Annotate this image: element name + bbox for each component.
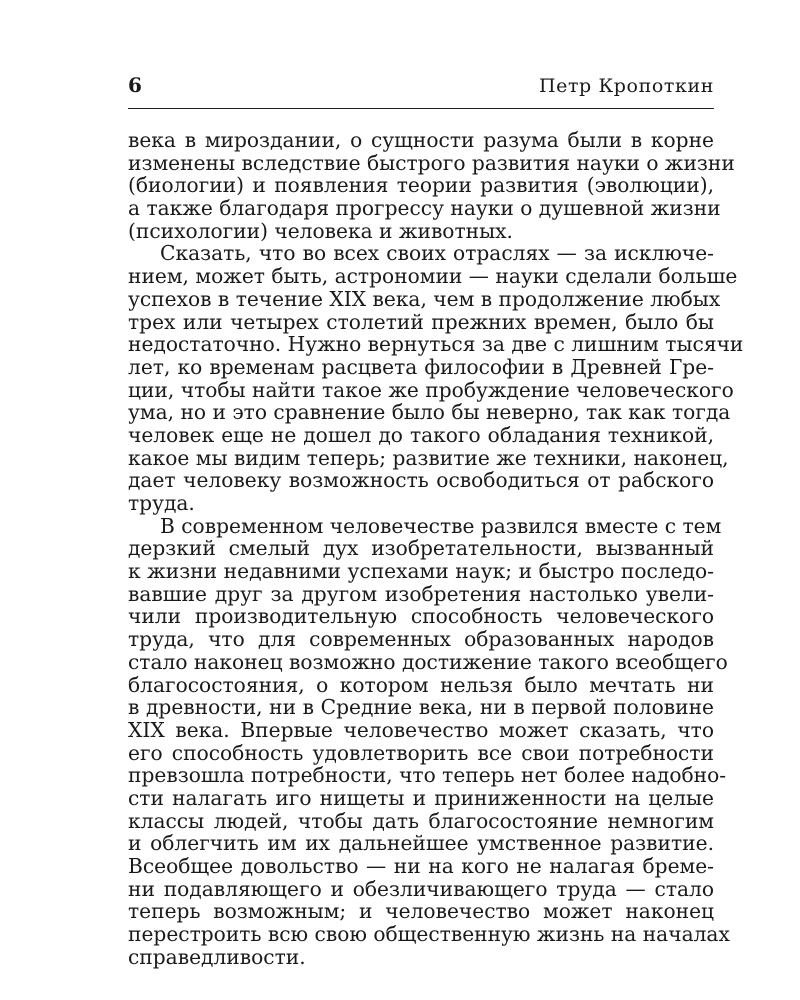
- text-line: успехов в течение XIX века, чем в продолжение любых: [128, 286, 721, 311]
- text-line: чили производительную способность человеческого: [128, 604, 714, 629]
- text-line: дает человеку возможность освободиться от рабского: [128, 468, 714, 493]
- text-line: его способность удовлетворить все свои потребности: [128, 740, 714, 765]
- paragraph: [128, 241, 744, 515]
- book-page: [128, 72, 744, 969]
- text-line: и облегчить им их дальнейшее умственное развитие.: [128, 831, 714, 856]
- text-line: ни подавляющего и обезличивающего труда — стало: [128, 876, 714, 901]
- text-line: а также благодаря прогрессу науки о душевной жизни: [128, 196, 721, 221]
- text-line: века в мироздании, о сущности разума были в корне: [128, 128, 714, 152]
- text-line: (биологии) и появления теории развития (эволюции),: [128, 173, 714, 198]
- text-line: человек еще не дошел до такого обладания техникой,: [128, 422, 714, 447]
- running-head: Петр Кропоткин: [538, 75, 714, 97]
- text-line: превзошла потребности, что теперь нет более надобно-: [128, 763, 727, 788]
- paragraph: [128, 128, 735, 243]
- text-line: теперь возможным; и человечество может наконец: [128, 899, 714, 924]
- text-line: сти налагать иго нищеты и приниженности на целые: [128, 785, 714, 810]
- text-line: труда, что для современных образованных народов: [128, 627, 714, 652]
- text-line: В современном человечестве развился вместе с тем: [160, 513, 722, 538]
- text-line: какое мы видим теперь; развитие же техники, наконец,: [128, 445, 729, 470]
- text-line: лет, ко временам расцвета философии в Древней Гре-: [128, 354, 714, 379]
- text-line: труда.: [128, 491, 195, 515]
- text-line: перестроить всю свою общественную жизнь на началах: [128, 922, 730, 947]
- text-line: к жизни недавними успехами наук; и быстро последо-: [128, 559, 714, 584]
- text-line: стало наконец возможно достижение такого всеобщего: [128, 649, 728, 674]
- text-line: в древности, ни в Средние века, ни в первой половине: [128, 695, 714, 720]
- paragraph: [128, 513, 730, 969]
- text-line: справедливости.: [128, 944, 306, 969]
- text-line: дерзкий смелый дух изобретательности, вызванный: [128, 536, 714, 561]
- text-line: недостаточно. Нужно вернуться за две с лишним тысячи: [128, 332, 744, 357]
- text-line: классы людей, чтобы дать благосостояние немногим: [128, 808, 714, 833]
- text-line: (психологии) человека и животных.: [128, 218, 513, 243]
- text-line: трех или четырех столетий прежних времен, было бы: [128, 309, 714, 334]
- text-line: Всеобщее довольство — ни на кого не налагая бреме-: [128, 854, 714, 878]
- body-text: [128, 128, 744, 969]
- text-line: Сказать, что во всех своих отраслях — за исключе-: [160, 241, 714, 266]
- text-line: благосостояния, о котором нельзя было мечтать ни: [128, 672, 714, 697]
- text-line: вавшие друг за другом изобретения настолько увели-: [128, 581, 714, 606]
- page-header: [128, 72, 714, 108]
- text-line: нием, может быть, астрономии — науки сделали больше: [128, 264, 738, 289]
- text-line: ума, но и это сравнение было бы неверно, так как тогда: [128, 400, 731, 425]
- text-line: ции, чтобы найти такое же пробуждение человеческого: [128, 377, 734, 402]
- header-rule: [128, 108, 714, 109]
- text-line: XIX века. Впервые человечество может сказать, что: [128, 717, 714, 742]
- text-line: изменены вследствие быстрого развития науки о жизни: [128, 150, 735, 175]
- page-number: 6: [128, 73, 142, 97]
